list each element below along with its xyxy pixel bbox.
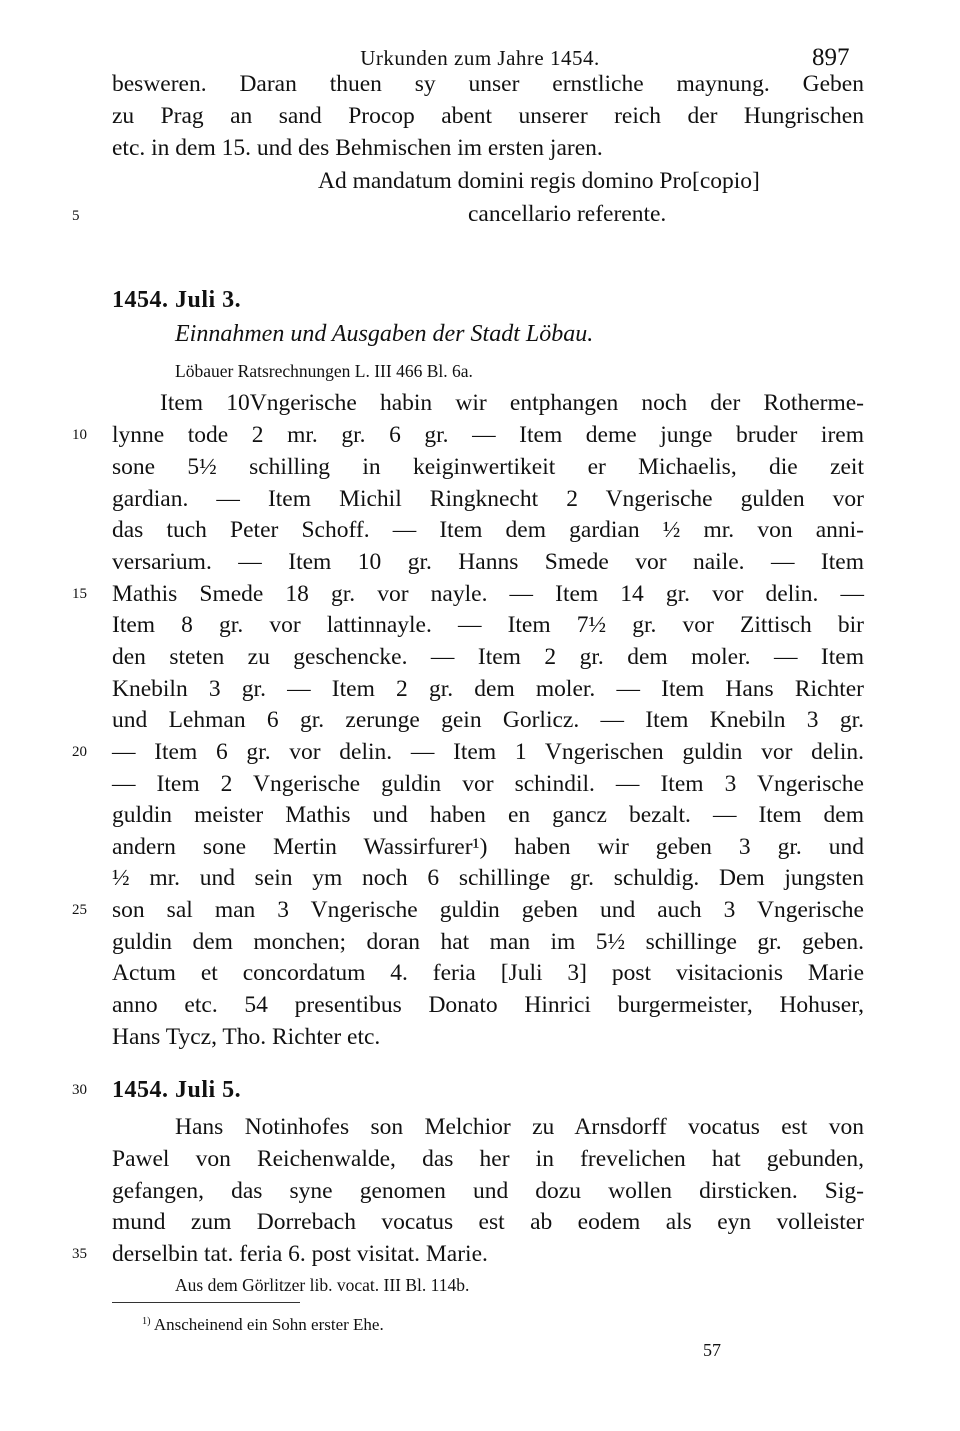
text-line: das tuch Peter Schoff. — Item dem gardian ½ mr. von anni- xyxy=(112,517,864,543)
line-number: 15 xyxy=(72,586,87,602)
document-date: 1454. Juli 3. xyxy=(112,287,242,313)
line-number: 30 xyxy=(72,1082,87,1098)
text-line: Knebiln 3 gr. — Item 2 gr. dem moler. — Item Hans Richter xyxy=(112,676,864,702)
footnote-text: Anscheinend ein Sohn erster Ehe. xyxy=(153,1315,384,1334)
text-line: Mathis Smede 18 gr. vor nayle. — Item 14 gr. vor delin. — xyxy=(112,581,864,607)
source-reference: Aus dem Görlitzer lib. vocat. III Bl. 114b. xyxy=(175,1275,470,1295)
line-number: 35 xyxy=(72,1246,87,1262)
text-line: gefangen, das syne genomen und dozu wollen dirsticken. Sig- xyxy=(112,1178,864,1204)
text-line: guldin dem monchen; doran hat man im 5½ schillinge gr. geben. xyxy=(112,929,864,955)
text-line: zu Prag an sand Procop abent unserer reich der Hungrischen xyxy=(112,103,864,129)
line-number: 25 xyxy=(72,902,87,918)
footnote-rule xyxy=(112,1302,300,1303)
text-line: guldin meister Mathis und haben en gancz bezalt. — Item dem xyxy=(112,802,864,828)
line-number: 5 xyxy=(72,208,80,224)
text-line: besweren. Daran thuen sy unser ernstliche maynung. Geben xyxy=(112,71,864,97)
signature-mark: 57 xyxy=(703,1340,721,1360)
text-line: sone 5½ schilling in keiginwertikeit er Michaelis, die zeit xyxy=(112,454,864,480)
document-title: Einnahmen und Ausgaben der Stadt Löbau. xyxy=(175,321,594,347)
footnote xyxy=(142,1312,384,1338)
source-reference: Löbauer Ratsrechnungen L. III 466 Bl. 6a. xyxy=(175,361,473,381)
ad-mandatum-line: cancellario referente. xyxy=(468,201,667,227)
text-line: den steten zu geschencke. — Item 2 gr. dem moler. — Item xyxy=(112,644,864,670)
text-line: ½ mr. und sein ym noch 6 schillinge gr. schuldig. Dem jungsten xyxy=(112,865,864,891)
text-line: Pawel von Reichenwalde, das her in frevelichen hat gebunden, xyxy=(112,1146,864,1172)
document-date: 1454. Juli 5. xyxy=(112,1077,242,1103)
running-title: Urkunden zum Jahre 1454. xyxy=(360,46,600,70)
ad-mandatum-line: Ad mandatum domini regis domino Pro[copio] xyxy=(318,168,760,194)
text-line: — Item 2 Vngerische guldin vor schindil. — Item 3 Vngerische xyxy=(112,771,864,797)
text-line: derselbin tat. feria 6. post visitat. Marie. xyxy=(112,1241,488,1267)
text-line: gardian. — Item Michil Ringknecht 2 Vngerische gulden vor xyxy=(112,486,864,512)
text-line: versarium. — Item 10 gr. Hanns Smede vor naile. — Item xyxy=(112,549,864,575)
line-number: 10 xyxy=(72,427,87,443)
text-line: Item 8 gr. vor lattinnayle. — Item 7½ gr. vor Zittisch bir xyxy=(112,612,864,638)
text-line: — Item 6 gr. vor delin. — Item 1 Vngerischen guldin vor delin. xyxy=(112,739,864,765)
text-line: mund zum Dorrebach vocatus est ab eodem als eyn volleister xyxy=(112,1209,864,1235)
footnote-marker: 1) xyxy=(142,1315,151,1327)
text-line: etc. in dem 15. und des Behmischen im ersten jaren. xyxy=(112,135,603,161)
text-line: andern sone Mertin Wassirfurer¹) haben wir geben 3 gr. und xyxy=(112,834,864,860)
text-line: lynne tode 2 mr. gr. 6 gr. — Item deme junge bruder irem xyxy=(112,422,864,448)
text-line: Hans Tycz, Tho. Richter etc. xyxy=(112,1024,381,1050)
text-line: Item 10Vngerische habin wir entphangen noch der Rotherme- xyxy=(160,390,864,416)
text-line: son sal man 3 Vngerische guldin geben und auch 3 Vngerische xyxy=(112,897,864,923)
text-line: Hans Notinhofes son Melchior zu Arnsdorff vocatus est von xyxy=(175,1114,864,1140)
line-number: 20 xyxy=(72,744,87,760)
text-line: und Lehman 6 gr. zerunge gein Gorlicz. — Item Knebiln 3 gr. xyxy=(112,707,864,733)
page-number: 897 xyxy=(812,44,850,71)
text-line: anno etc. 54 presentibus Donato Hinrici burgermeister, Hohuser, xyxy=(112,992,864,1018)
text-line: Actum et concordatum 4. feria [Juli 3] post visitacionis Marie xyxy=(112,960,864,986)
